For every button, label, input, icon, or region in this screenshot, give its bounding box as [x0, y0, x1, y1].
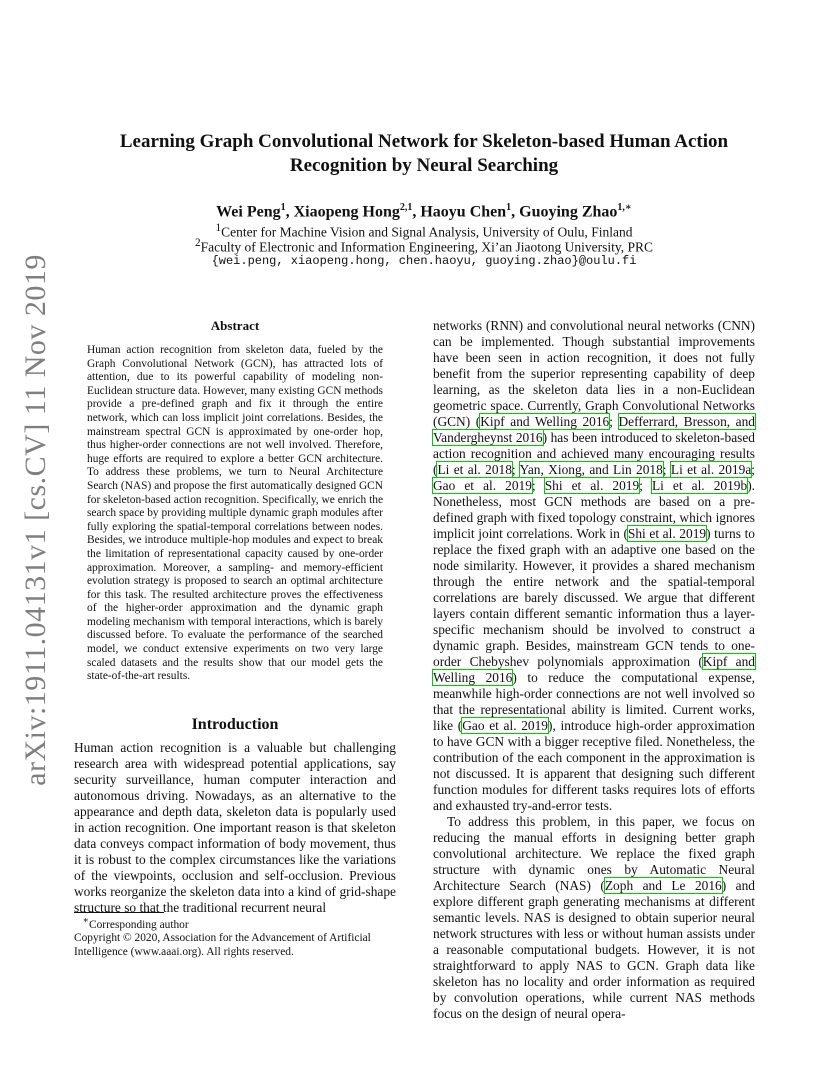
- introduction-heading: Introduction: [191, 716, 279, 733]
- copyright-notice: Copyright © 2020, Association for the Advancement of Artificial Intelligence (www.aaai.org). All rights reserved.: [74, 932, 371, 958]
- title-line-2: Recognition by Neural Searching: [289, 155, 559, 176]
- citation-link[interactable]: Defferrard, Bresson, and Vandergheynst 2016: [433, 414, 755, 445]
- footnote: [74, 912, 396, 959]
- citation-link[interactable]: Li et al. 2019b: [651, 478, 748, 493]
- affiliation-2: $^2$Faculty of Electronic and Information Engineering, Xi’an Jiaotong University, PRC: [194, 237, 654, 255]
- citation-link[interactable]: Zoph and Le 2016: [604, 878, 722, 893]
- right-column: [433, 318, 755, 1022]
- abstract-text: Human action recognition from skeleton data, fueled by the Graph Convolutional Network (GCN), has attracted lots of attention, due to its powerful capability of modeling non-Euclidean structure data. However, many existing GCN methods provide a pre-defined graph and fix it through the entire network, which can loss implicit joint correlations. Besides, the mainstream spectral GCN is approximated by one-order hop, thus higher-order connections are not well involved. Therefore, huge efforts are required to explore a better GCN architecture. To address these problems, we turn to Neural Architecture Search (NAS) and propose the first automatically designed GCN for skeleton-based action recognition. Specifically, we enrich the search space by providing multiple dynamic graph modules after fully exploring the spatial-temporal correlations between nodes. Besides, we introduce multiple-hop modules and expect to break the limitation of representational capacity caused by one-order approximation. Moreover, a sampling- and memory-efficient evolution strategy is proposed to search an optimal architecture for this task. The resulted architecture proves the effectiveness of the higher-order approximation and the dynamic graph modeling mechanism with temporal interactions, which is barely discussed before. To evaluate the performance of the searched model, we conduct extensive experiments on two very large scaled datasets and the results show that our model gets the state-of-the-art results.: [87, 344, 383, 683]
- author-list: Wei Peng$^1$, Xiaopeng Hong$^{2,1}$, Haoyu Chen$^1$, Guoying Zhao$^{1,∗}$: [216, 202, 632, 221]
- author-emails: {wei.peng, xiaopeng.hong, chen.haoyu, guoying.zhao}@oulu.fi: [211, 254, 637, 268]
- citation-link[interactable]: Li et al. 2018: [437, 462, 512, 477]
- abstract-section: [87, 318, 383, 684]
- title-line-1: Learning Graph Convolutional Network for Skeleton-based Human Action: [119, 131, 729, 152]
- citation-link[interactable]: Shi et al. 2019: [544, 478, 640, 493]
- footnote-rule: [74, 912, 164, 913]
- introduction-text: Human action recognition is a valuable but challenging research area with widespread potential applications, say security surveillance, human computer interaction and autonomous driving. Nowadays, as an alternative to the appearance and depth data, skeleton data is popularly used in action recognition. One important reason is that skeleton data conveys compact information of body movement, thus it is robust to the complex circumstances like the variations of the viewpoints, occlusion and self-occlusion. Previous works reorganize the skeleton data into a kind of grid-shape structure so that the traditional recurrent neural: [74, 740, 396, 915]
- citation-link[interactable]: Gao et al. 2019: [462, 718, 548, 733]
- paper-title: [100, 130, 748, 178]
- abstract-heading: Abstract: [210, 318, 260, 333]
- affiliation-1: $^1$Center for Machine Vision and Signal Analysis, University of Oulu, Finland: [215, 222, 633, 240]
- arxiv-identifier: arXiv:1911.04131v1 [cs.CV] 11 Nov 2019: [19, 254, 53, 786]
- corresponding-author-note: ∗Corresponding author: [82, 916, 189, 931]
- citation-link[interactable]: Li et al. 2019a: [670, 462, 752, 477]
- citation-link[interactable]: Gao et al. 2019: [433, 478, 532, 493]
- introduction-section: [74, 716, 396, 916]
- citation-link[interactable]: Shi et al. 2019: [627, 526, 707, 541]
- citation-link[interactable]: Yan, Xiong, and Lin 2018: [519, 462, 663, 477]
- citation-link[interactable]: Kipf and Welling 2016: [480, 414, 610, 429]
- paragraph: To address this problem, in this paper, we focus on reducing the manual efforts in designing better graph convolutional architecture. We replace the fixed graph structure with dynamic ones by Automatic Neural Architecture Search (NAS) (Zoph and Le 2016) and explore different graph generating mechanisms at different semantic levels. NAS is designed to obtain superior neural network structures with less or without human assists under a reasonable computational budgets. However, it is not straightforward to apply NAS to GCN. Graph data like skeleton has no locality and order information as required by convolution operations, while current NAS methods focus on the design of neural opera-: [433, 814, 755, 1021]
- citation-link[interactable]: Kipf and Welling 2016: [433, 654, 755, 685]
- paragraph: networks (RNN) and convolutional neural networks (CNN) can be implemented. Though substantial improvements have been seen in action recognition, it does not fully benefit from the superior representing capability of deep learning, as the skeleton data lies in a non-Euclidean geometric space. Currently, Graph Convolutional Networks (GCN) (Kipf and Welling 2016; Defferrard, Bresson, and Vandergheynst 2016) has been introduced to skeleton-based action recognition and achieved many encouraging results (Li et al. 2018; Yan, Xiong, and Lin 2018; Li et al. 2019a; Gao et al. 2019; Shi et al. 2019; Li et al. 2019b). Nonetheless, most GCN methods are based on a pre-defined graph with fixed topology constraint, which ignores implicit joint correlations. Work in (Shi et al. 2019) turns to replace the fixed graph with an adaptive one based on the node similarity. However, it provides a shared mechanism through the entire network and the spatial-temporal correlations are barely discussed. We argue that different layers contain different semantic information thus a layer-specific mechanism should be involved to construct a dynamic graph. Besides, mainstream GCN tends to one-order Chebyshev polynomials approximation (Kipf and Welling 2016) to reduce the computational expense, meanwhile high-order connections are not well involved so that the representational ability is limited. Current works, like (Gao et al. 2019), introduce high-order approximation to have GCN with a bigger receptive filed. Nonetheless, the contribution of the each component in the approximation is not discussed. It is apparent that designing such different function modules for different tasks requires lots of efforts and exhausted try-and-error tests.: [433, 318, 756, 813]
